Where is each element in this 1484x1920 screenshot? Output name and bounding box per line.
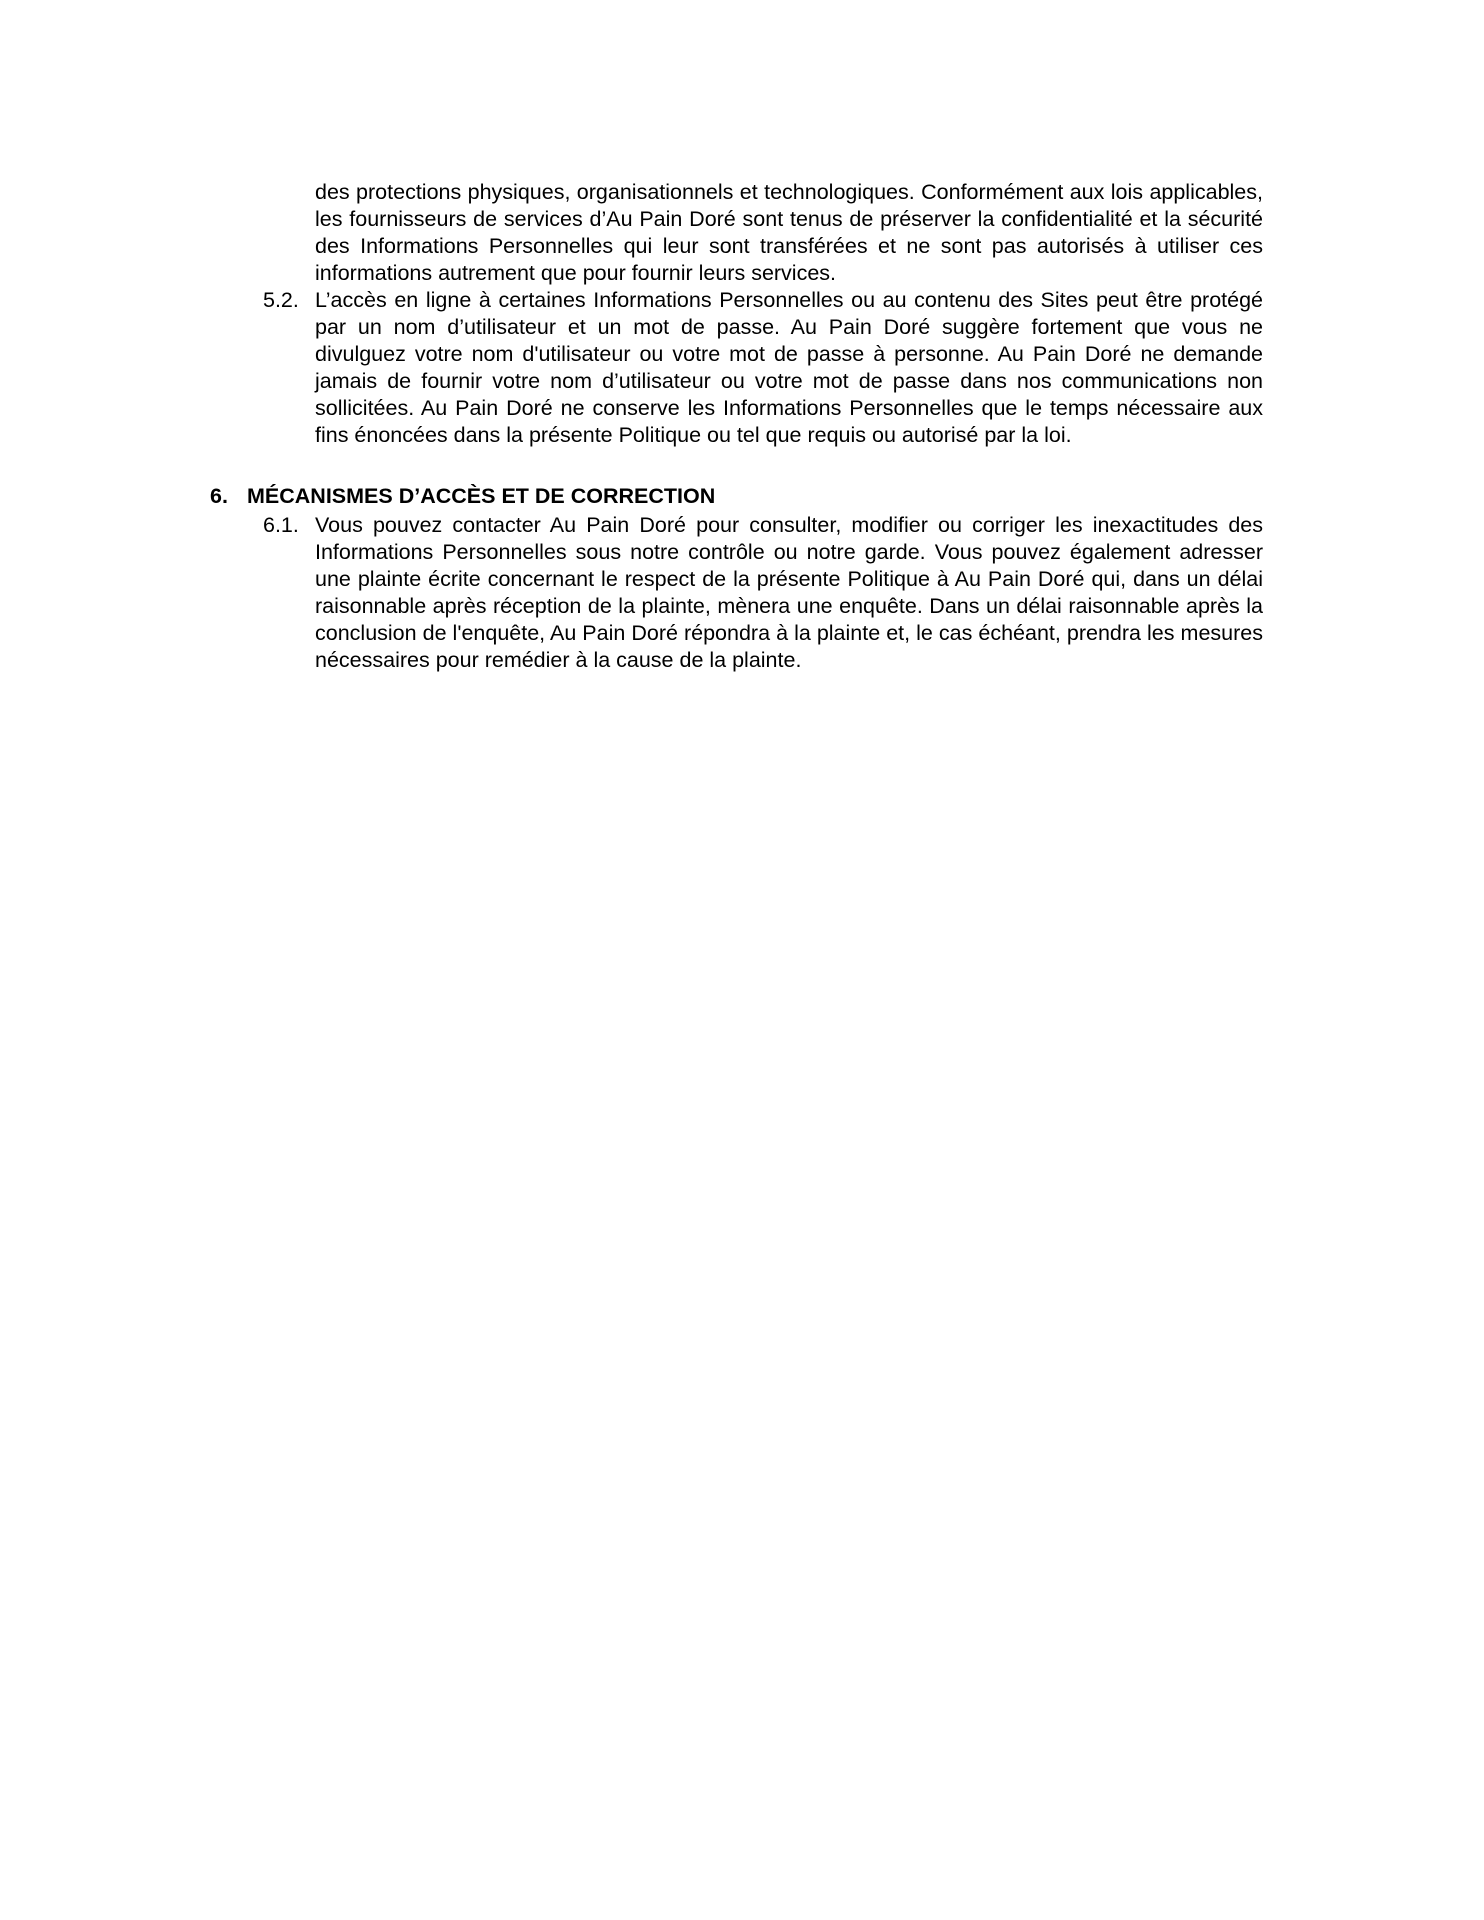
section-title: MÉCANISMES D’ACCÈS ET DE CORRECTION — [247, 484, 716, 508]
document-content — [210, 179, 1263, 674]
paragraph-5-1-continuation: des protections physiques, organisationnels et technologiques. Conformément aux lois applicables, les fournisseurs de services d’Au Pain Doré sont tenus de préserver la confidentialité et la sécurité des Informations Personnelles qui leur sont transférées et ne sont pas autorisés à utiliser ces informations autrement que pour fournir leurs services. — [315, 180, 1263, 285]
list-item-number: 5.2. — [263, 288, 299, 312]
list-item-text: L’accès en ligne à certaines Informations Personnelles ou au contenu des Sites peut être protégé par un nom d’utilisateur et un mot de passe. Au Pain Doré suggère fortement que vous ne divulguez votre nom d'utilisateur ou votre mot de passe à personne. Au Pain Doré ne demande jamais de fournir votre nom d’utilisateur ou votre mot de passe dans nos communications non sollicitées. Au Pain Doré ne conserve les Informations Personnelles que le temps nécessaire aux fins énoncées dans la présente Politique ou tel que requis ou autorisé par la loi. — [315, 288, 1263, 447]
list-item-number: 6.1. — [263, 513, 299, 537]
list-item-5-2 — [210, 287, 1263, 449]
section-heading-6 — [210, 483, 1263, 510]
list-item-text: Vous pouvez contacter Au Pain Doré pour consulter, modifier ou corriger les inexactitudes des Informations Personnelles sous notre contrôle ou notre garde. Vous pouvez également adresser une plainte écrite concernant le respect de la présente Politique à Au Pain Doré qui, dans un délai raisonnable après réception de la plainte, mènera une enquête. Dans un délai raisonnable après la conclusion de l'enquête, Au Pain Doré répondra à la plainte et, le cas échéant, prendra les mesures nécessaires pour remédier à la cause de la plainte. — [315, 513, 1263, 672]
section-number: 6. — [210, 484, 228, 508]
list-item-6-1 — [210, 512, 1263, 674]
